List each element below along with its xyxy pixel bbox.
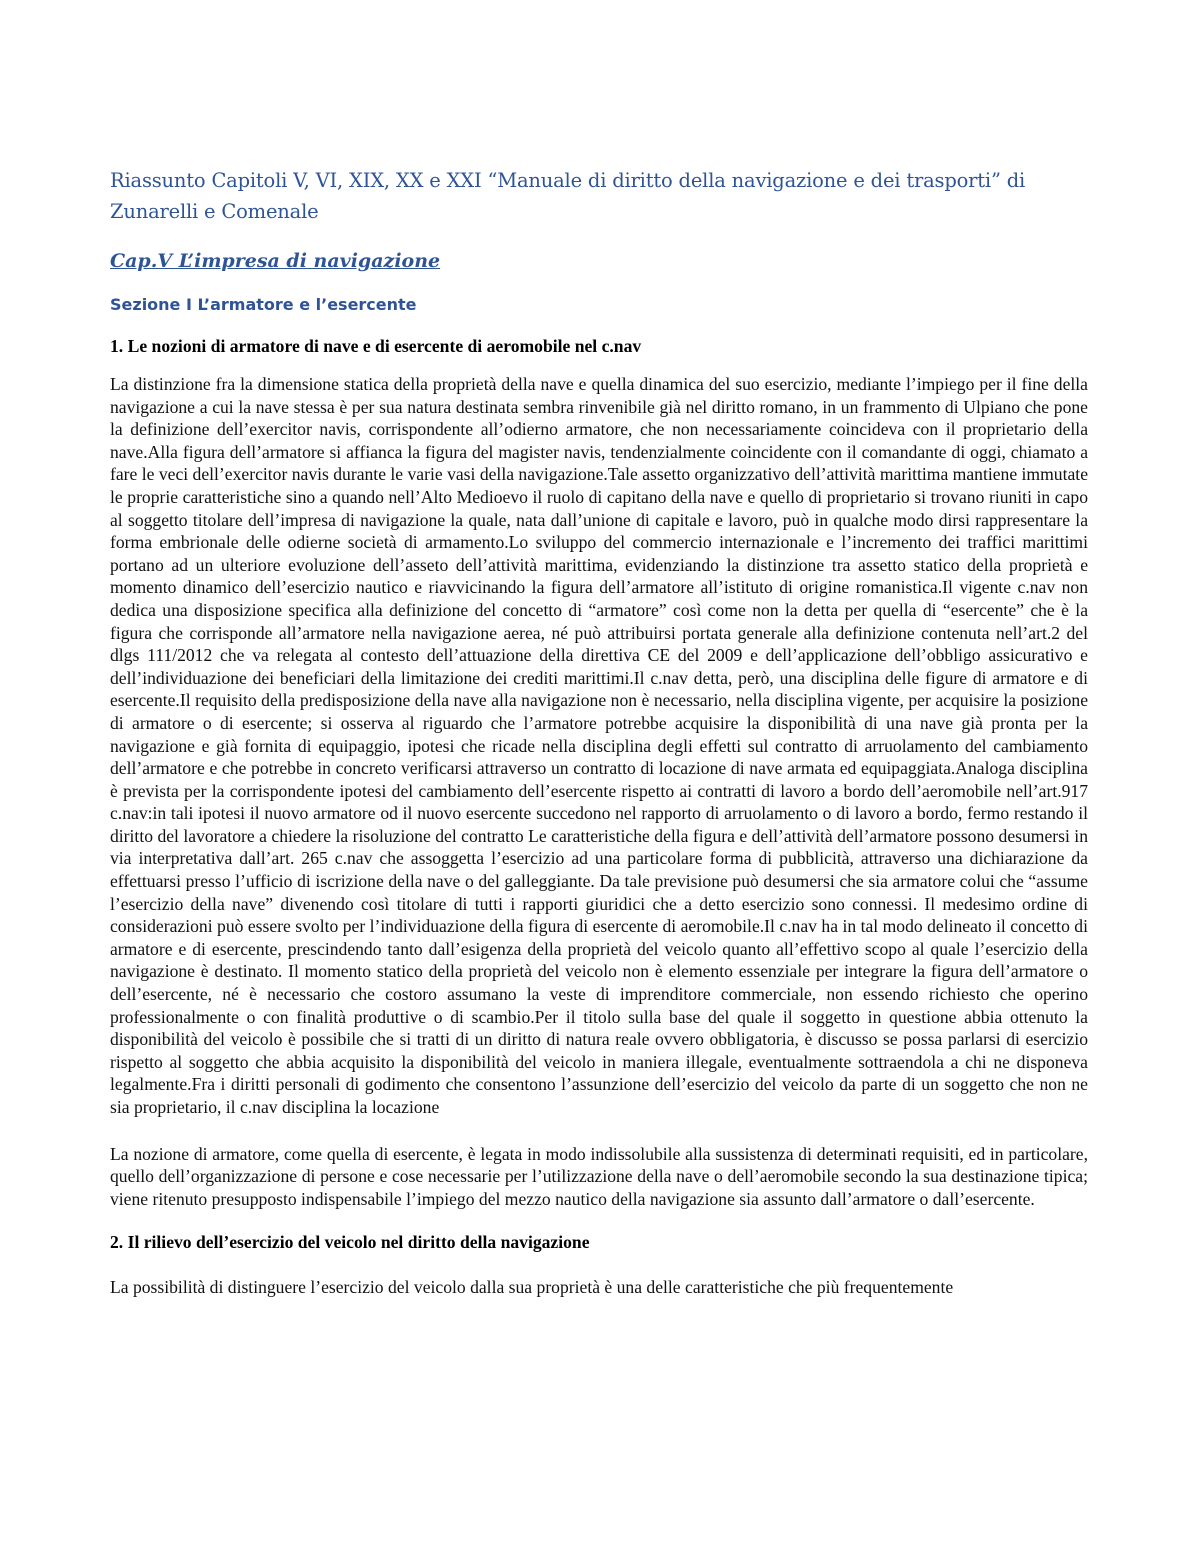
document-body xyxy=(110,165,1088,1299)
subsection-heading-1: 1. Le nozioni di armatore di nave e di esercente di aeromobile nel c.nav xyxy=(110,336,642,356)
body-paragraph-1: La distinzione fra la dimensione statica della proprietà della nave e quella dinamica del suo esercizio, mediante l’impiego per il fine della navigazione a cui la nave stessa è per sua natura destinata sembra rinvenibile già nel diritto romano, in un frammento di Ulpiano che pone la definizione dell’exercitor navis, corrispondente all’odierno armatore, che non necessariamente coincideva con il proprietario della nave.Alla figura dell’armatore si affianca la figura del magister navis, tendenzialmente coincidente con il comandante di oggi, chiamato a fare le veci dell’exercitor navis durante le varie vasi della navigazione.Tale assetto organizzativo dell’attività marittima mantiene immutate le proprie caratteristiche sino a quando nell’Alto Medioevo il ruolo di capitano della nave e quello di proprietario si trovano riuniti in capo al soggetto titolare dell’impresa di navigazione la quale, nata dall’unione di capitale e lavoro, può in qualche modo dirsi rappresentare la forma embrionale delle odierne società di armamento.Lo sviluppo del commercio internazionale e l’incremento dei traffici marittimi portano ad un ulteriore evoluzione dell’asseto dell’attività marittima, evidenziando la distinzione tra assetto statico della proprietà e momento dinamico dell’esercizio nautico e riavvicinando la figura dell’armatore all’istituto di origine romanistica.Il vigente c.nav non dedica una disposizione specifica alla definizione del concetto di “armatore” così come non la detta per quella di “esercente” che è la figura che corrisponde all’armatore nella navigazione aerea, né può attribuirsi portata generale alla definizione contenuta nell’art.2 del dlgs 111/2012 che va relegata al contesto dell’attuazione della direttiva CE del 2009 e dell’applicazione dell’obbligo assicurativo e dell’individuazione dei beneficiari della limitazione dei crediti marittimi.Il c.nav detta, però, una disciplina delle figure di armatore e di esercente.Il requisito della predisposizione della nave alla navigazione non è necessario, nella disciplina vigente, per acquisire la posizione di armatore o di esercente; si osserva al riguardo che l’armatore potrebbe acquisire la disponibilità di una nave già pronta per la navigazione e già fornita di equipaggio, ipotesi che ricade nella disciplina degli effetti sul contratto di arruolamento del cambiamento dell’armatore e che potrebbe in concreto verificarsi attraverso un contratto di locazione di nave armata ed equipaggiata.Analoga disciplina è prevista per la corrispondente ipotesi del cambiamento dell’esercente rispetto ai contratti di lavoro a bordo dell’aeromobile nell’art.917 c.nav:in tali ipotesi il nuovo armatore od il nuovo esercente succedono nel rapporto di arruolamento o di lavoro a bordo, fermo restando il diritto del lavoratore a chiedere la risoluzione del contratto Le caratteristiche della figura e dell’attività dell’armatore possono desumersi in via interpretativa dall’art. 265 c.nav che assoggetta l’esercizio ad una particolare forma di pubblicità, attraverso una dichiarazione da effettuarsi presso l’ufficio di iscrizione della nave o del galleggiante. Da tale previsione può desumersi che sia armatore colui che “assume l’esercizio della nave” divenendo così titolare di tutti i rapporti giuridici che a detto esercizio sono connessi. Il medesimo ordine di considerazioni può essere svolto per l’individuazione della figura di esercente di aeromobile.Il c.nav ha in tal modo delineato il concetto di armatore e di esercente, prescindendo tanto dall’esigenza della proprietà del veicolo quanto all’effettivo scopo al quale l’esercizio della navigazione è destinato. Il momento statico della proprietà del veicolo non è elemento essenziale per integrare la figura dell’armatore o dell’esercente, né è necessario che costoro assumano la veste di imprenditore commerciale, non essendo richiesto che operino professionalmente o con finalità produttive o di scambio.Per il titolo sulla base del quale il soggetto in questione abbia ottenuto la disponibilità del veicolo è possibile che si tratti di un diritto di natura reale ovvero obbligatoria, è discusso se possa parlarsi di esercizio rispetto al soggetto che abbia acquisito la disponibilità del veicolo in maniera illegale, eventualmente sottraendola a chi ne disponeva legalmente.Fra i diritti personali di godimento che consentono l’assunzione dell’esercizio del veicolo da parte di un soggetto che non ne sia proprietario, il c.nav disciplina la locazione xyxy=(110,374,1088,1117)
section-title: Sezione I L’armatore e l’esercente xyxy=(110,295,417,314)
document-title: Riassunto Capitoli V, VI, XIX, XX e XXI “Manuale di diritto della navigazione e dei trasporti” di Zunarelli e Comenale xyxy=(110,169,1026,223)
body-paragraph-2: La nozione di armatore, come quella di esercente, è legata in modo indissolubile alla sussistenza di determinati requisiti, ed in particolare, quello dell’organizzazione di persone e cose necessarie per l’utilizzazione della nave o dell’aeromobile secondo la sua destinazione tipica; viene ritenuto presupposto indispensabile l’impiego del mezzo nautico della navigazione sia assunto dall’armatore o dall’esercente. xyxy=(110,1143,1088,1209)
chapter-title: Cap.V L’impresa di navigazione xyxy=(110,250,441,272)
subsection-heading-2: 2. Il rilievo dell’esercizio del veicolo nel diritto della navigazione xyxy=(110,1232,590,1253)
body-paragraph-3: La possibilità di distinguere l’esercizio del veicolo dalla sua proprietà è una delle caratteristiche che più frequentemente xyxy=(110,1277,954,1298)
